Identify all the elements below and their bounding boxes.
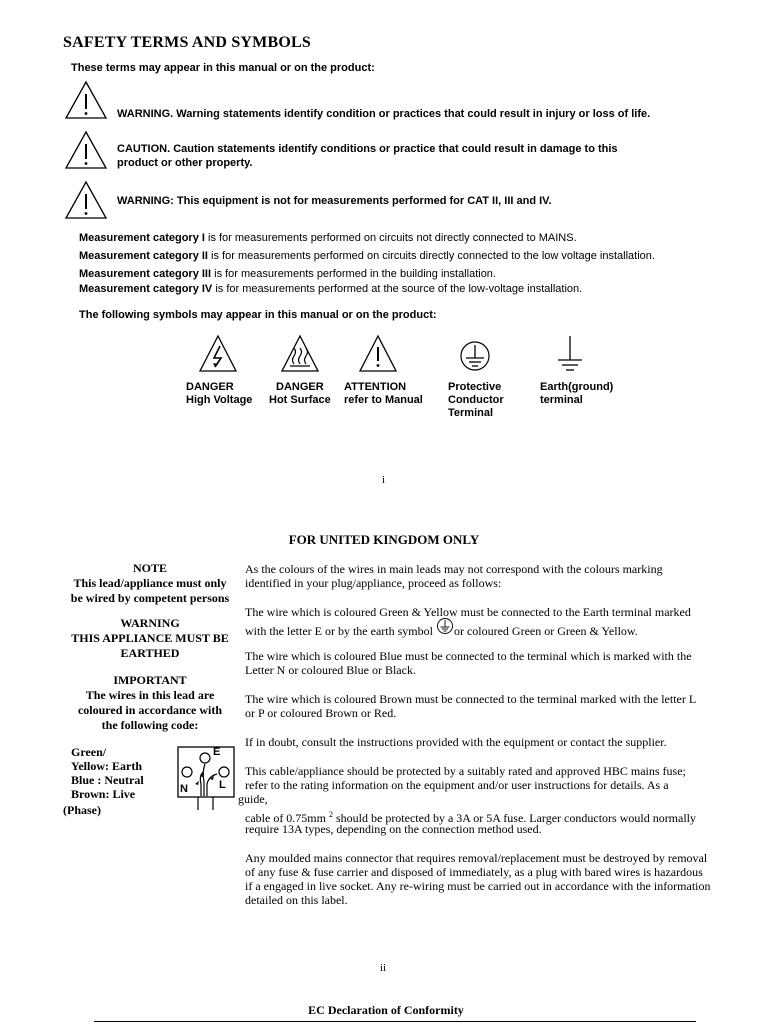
code-brown: Brown: Live (71, 787, 136, 801)
note-line-2: be wired by competent persons (70, 591, 230, 605)
caution-triangle-icon (64, 130, 108, 170)
para6-line-3: guide, (238, 792, 268, 806)
important-line-2: coloured in accordance with (77, 703, 223, 717)
symbol-label-high-voltage: DANGER High Voltage (186, 381, 253, 406)
category-text: is for measurements performed on circuits not directly connected to MAINS. (204, 232, 577, 244)
category-label: Measurement category II (79, 250, 208, 262)
category-text: is for measurements performed in the building installation. (211, 268, 496, 280)
plug-letter-earth: E (213, 746, 221, 758)
important-block (60, 673, 240, 733)
para6-line-4-start: cable of 0.75mm (245, 811, 326, 825)
symbol-label-earth: Earth(ground) terminal (540, 381, 614, 406)
category-text: is for measurements performed on circuits directly connected to the low voltage installation. (208, 250, 655, 262)
uk-section-title: FOR UNITED KINGDOM ONLY (288, 532, 480, 547)
category-line (79, 267, 496, 281)
warning-line-2: EARTHED (120, 646, 180, 660)
caution-statement (117, 142, 677, 170)
warning-block (60, 616, 240, 661)
warning-line-1: THIS APPLIANCE MUST BE (71, 631, 229, 645)
warning-statement: WARNING. Warning statements identify condition or practices that could result in injury or loss of life. (117, 108, 651, 120)
important-line-3: the following code: (101, 718, 199, 732)
page-title: SAFETY TERMS AND SYMBOLS (63, 34, 311, 51)
para5: If in doubt, consult the instructions provided with the equipment or contact the supplier. (245, 735, 667, 749)
hot-surface-triangle-icon (280, 334, 320, 374)
note-line-1: This lead/appliance must only (73, 576, 227, 590)
caution-line-2: product or other property. (117, 157, 253, 169)
code-phase: (Phase) (63, 803, 101, 817)
para6-line-5: require 13A types, depending on the connection method used. (245, 822, 542, 836)
code-yellow: Yellow: Earth (71, 759, 142, 773)
para6-superscript: 2 (328, 810, 333, 819)
category-label: Measurement category I (79, 232, 205, 244)
note-block (60, 561, 240, 606)
uk-instructions (238, 562, 711, 922)
para6-line-2: refer to the rating information on the equipment and/or user instructions for details. As a (245, 778, 669, 792)
para7-line-2: of any fuse & fuse carrier and disposed of immediately, as a plug with bared wires is hazardous (245, 865, 703, 879)
para2-line-1: The wire which is coloured Green & Yellow must be connected to the Earth terminal marked (245, 605, 691, 619)
attention-triangle-icon (358, 334, 398, 374)
caution-line-1: CAUTION. Caution statements identify conditions or practice that could result in damage to this (117, 143, 618, 155)
para1-line-1: As the colours of the wires in main leads may not correspond with the colours marking (245, 562, 663, 576)
category-line (79, 231, 577, 245)
ec-declaration-title: EC Declaration of Conformity (308, 1003, 464, 1017)
para7-line-1: Any moulded mains connector that requires removal/replacement must be destroyed by removal (245, 851, 708, 865)
para2-line-2-end: or coloured Green or Green & Yellow. (453, 624, 638, 638)
para3-line-1: The wire which is coloured Blue must be connected to the terminal which is marked with the (245, 649, 692, 663)
category-line (79, 249, 655, 263)
plug-wiring-diagram (177, 746, 236, 811)
category-label: Measurement category IV (79, 283, 213, 295)
high-voltage-triangle-icon (198, 334, 238, 374)
ec-divider (94, 1021, 696, 1022)
plug-letter-neutral: N (180, 783, 188, 795)
para6-line-1: This cable/appliance should be protected by a suitably rated and approved HBC mains fuse; (245, 764, 686, 778)
para4-line-1: The wire which is coloured Brown must be connected to the terminal marked with the letter L (245, 692, 697, 706)
para6-line-4-end: should be protected by a 3A or 5A fuse. Larger conductors would normally (335, 811, 697, 825)
symbol-label-hot-surface: DANGER Hot Surface (269, 381, 331, 406)
cat-warning-triangle-icon (64, 180, 108, 220)
category-text: is for measurements performed at the source of the low-voltage installation. (212, 283, 583, 295)
para3-line-2: Letter N or coloured Blue or Black. (245, 663, 416, 677)
cat-warning-statement: WARNING: This equipment is not for measurements performed for CAT II, III and IV. (117, 195, 552, 207)
earth-ground-icon (553, 334, 587, 374)
category-line (79, 282, 582, 296)
important-heading: IMPORTANT (113, 673, 187, 687)
terms-intro: These terms may appear in this manual or on the product: (71, 62, 375, 74)
code-green: Green/ (71, 745, 107, 759)
important-line-1: The wires in this lead are (85, 688, 215, 702)
para1-line-2: identified in your plug/appliance, proceed as follows: (245, 576, 502, 590)
para7-line-4: detailed on this label. (245, 893, 348, 907)
protective-conductor-icon (458, 334, 492, 374)
para7-line-3: if a engaged in live socket. Any re-wiring must be carried out in accordance with the information (245, 879, 711, 893)
symbols-intro: The following symbols may appear in this manual or on the product: (79, 309, 437, 321)
symbol-label-attention: ATTENTION refer to Manual (344, 381, 423, 406)
warning-triangle-icon (64, 80, 108, 120)
category-label: Measurement category III (79, 268, 212, 280)
earth-symbol-icon (436, 619, 454, 631)
symbol-label-protective-conductor: Protective Conductor Terminal (448, 381, 504, 419)
para2-line-2-start: with the letter E or by the earth symbol (245, 624, 433, 638)
note-heading: NOTE (132, 561, 167, 575)
code-blue: Blue : Neutral (71, 773, 144, 787)
warning-heading: WARNING (120, 616, 180, 630)
page-number: ii (380, 962, 387, 974)
plug-letter-live: L (219, 779, 226, 791)
para2-line-2 (245, 619, 638, 639)
para4-line-2: or P or coloured Brown or Red. (245, 706, 397, 720)
page-number: i (382, 474, 386, 486)
